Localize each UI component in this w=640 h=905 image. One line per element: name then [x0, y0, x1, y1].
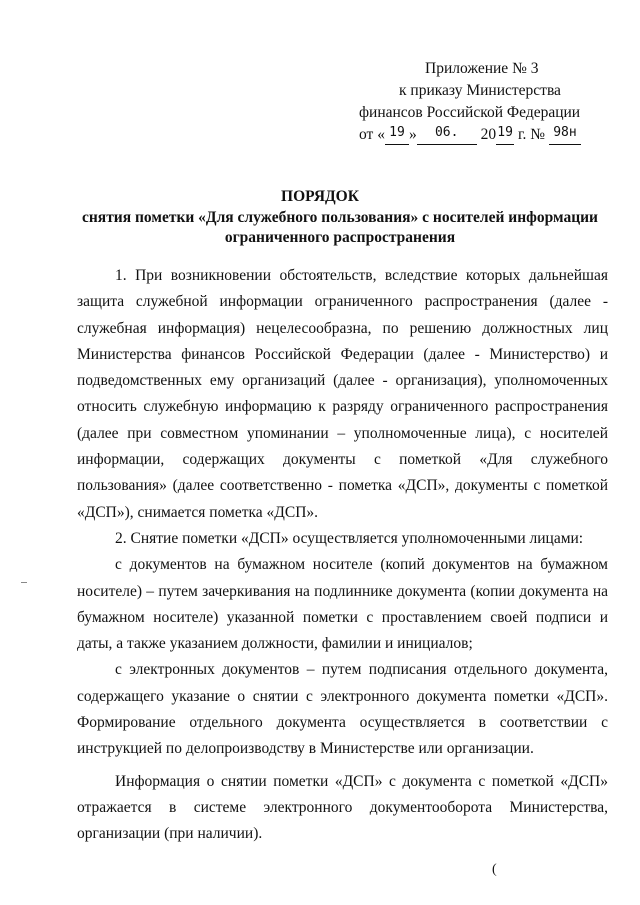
appendix-order-ref: к приказу Министерства [399, 82, 561, 99]
appendix-number: Приложение № 3 [425, 60, 539, 77]
month-value: 06. [434, 125, 459, 140]
order-number-field [549, 127, 581, 145]
appendix-ministry: финансов Российской Федерации [359, 104, 581, 121]
paragraph-5: Информация о снятии пометки «ДСП» с документа с пометкой «ДСП» отражается в системе электронного документооборота Министерства, организации (при наличии). [77, 772, 608, 843]
year-field [496, 127, 514, 145]
order-number-value: 98н [553, 125, 577, 140]
appendix-header [359, 58, 599, 146]
document-title: ПОРЯДОК [281, 188, 359, 205]
year-prefix: 20 [480, 126, 497, 143]
page-mark: ( [492, 862, 497, 877]
paragraph-3: с документов на бумажном носителе (копий документов на бумажном носителе) – путем зачеркивания на подлиннике документа (копии документа на бумажном носителе) указанной пометки с проставлением своей подписи и даты, а также указанием должности, фамилии и инициалов; [77, 556, 608, 653]
day-field [385, 127, 409, 145]
month-field [417, 127, 477, 145]
year-value: 19 [497, 125, 513, 140]
date-prefix: от « [359, 126, 385, 143]
paragraph-1: 1. При возникновении обстоятельств, вследствие которых дальнейшая защита служебной информации ограниченного распространения (далее - служебная информация) нецелесообразна, по решению должностных лиц Министерства финансов Российской Федерации (далее - Министерство) и подведомственных ему организаций (далее - организация), уполномоченных относить служебную информацию к разряду ограниченного распространения (далее при совместном упоминании – уполномоченные лица), с носителей информации, содержащих документы с пометкой «Для служебного пользования» (далее соответственно - пометка «ДСП», документы с пометкой «ДСП»), снимается пометка «ДСП». [77, 267, 608, 521]
day-value: 19 [389, 125, 405, 140]
year-unit: г. № [517, 126, 546, 143]
appendix-date-line [359, 124, 599, 146]
scan-mark [21, 582, 27, 583]
date-separator: » [408, 126, 417, 143]
document-subtitle: снятия пометки «Для служебного пользования» с носителей информации ограниченного распространения [82, 209, 598, 246]
paragraph-2: 2. Снятие пометки «ДСП» осуществляется уполномоченными лицами: [115, 529, 584, 547]
paragraph-4: с электронных документов – путем подписания отдельного документа, содержащего указание о снятии с электронного документа пометки «ДСП». Формирование отдельного документа осуществляется в соответствии с инструкцией по делопроизводству в Министерстве или организации. [77, 661, 608, 758]
document-body [77, 263, 608, 848]
